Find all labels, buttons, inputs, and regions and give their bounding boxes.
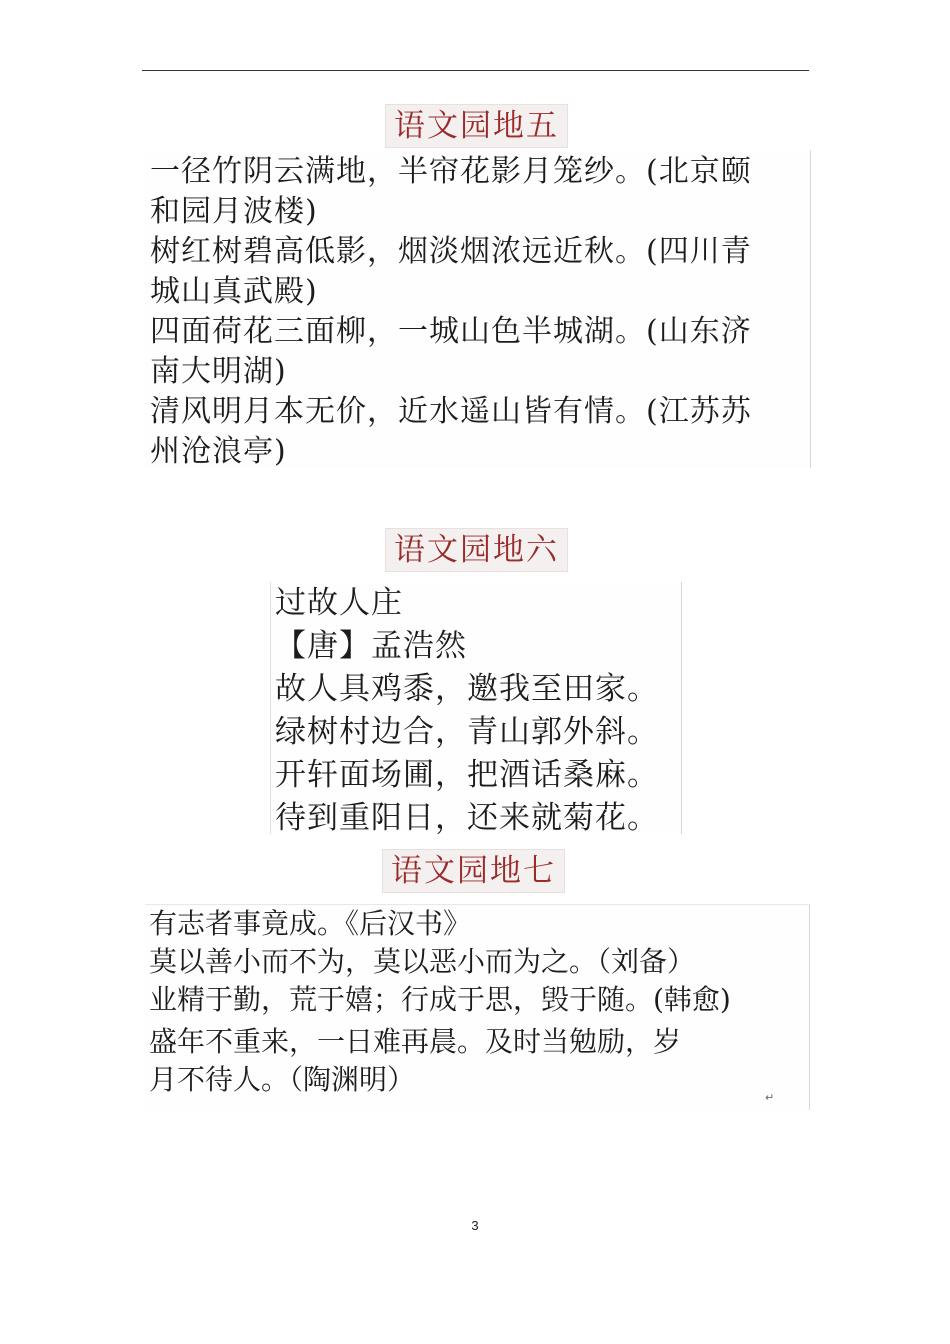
poem-line: 待到重阳日，还来就菊花。 xyxy=(275,800,659,836)
header-rule xyxy=(142,70,809,71)
poem-line: 绿树村边合，青山郭外斜。 xyxy=(275,714,659,750)
text-line: 和园月波楼) xyxy=(150,194,318,229)
text-line: 树红树碧高低影，烟淡烟浓远近秋。(四川青 xyxy=(150,234,752,269)
text-line: 州沧浪亭) xyxy=(150,434,287,469)
text-line: 盛年不重来，一日难再晨。及时当勉励，岁 xyxy=(149,1025,682,1058)
text-line: 清风明月本无价，近水遥山皆有情。(江苏苏 xyxy=(150,394,752,429)
section-title-7: 语文园地七 xyxy=(382,849,565,893)
poem-panel xyxy=(270,582,682,834)
text-line: 南大明湖) xyxy=(150,354,287,389)
section-title-5: 语文园地五 xyxy=(385,104,568,148)
poem-author: 【唐】孟浩然 xyxy=(275,628,467,664)
page-number: 3 xyxy=(471,1218,479,1233)
poem-line: 故人具鸡黍，邀我至田家。 xyxy=(275,671,659,707)
text-line: 四面荷花三面柳，一城山色半城湖。(山东济 xyxy=(150,314,752,349)
section-title-6: 语文园地六 xyxy=(385,528,568,572)
section-5-text xyxy=(145,150,811,468)
return-mark-icon: ↵ xyxy=(765,1091,775,1104)
text-line: 有志者事竟成。《后汉书》 xyxy=(149,907,472,940)
section-7-text xyxy=(145,904,810,1110)
poem-line: 开轩面场圃，把酒话桑麻。 xyxy=(275,757,659,793)
text-line: 莫以善小而不为，莫以恶小而为之。（刘备） xyxy=(149,945,696,978)
text-line: 月不待人。（陶渊明） xyxy=(149,1063,416,1096)
text-line: 一径竹阴云满地，半帘花影月笼纱。(北京颐 xyxy=(150,154,752,189)
text-line: 城山真武殿) xyxy=(150,274,318,309)
text-line: 业精于勤，荒于嬉；行成于思，毁于随。(韩愈) xyxy=(149,983,731,1016)
poem-title: 过故人庄 xyxy=(275,585,403,621)
